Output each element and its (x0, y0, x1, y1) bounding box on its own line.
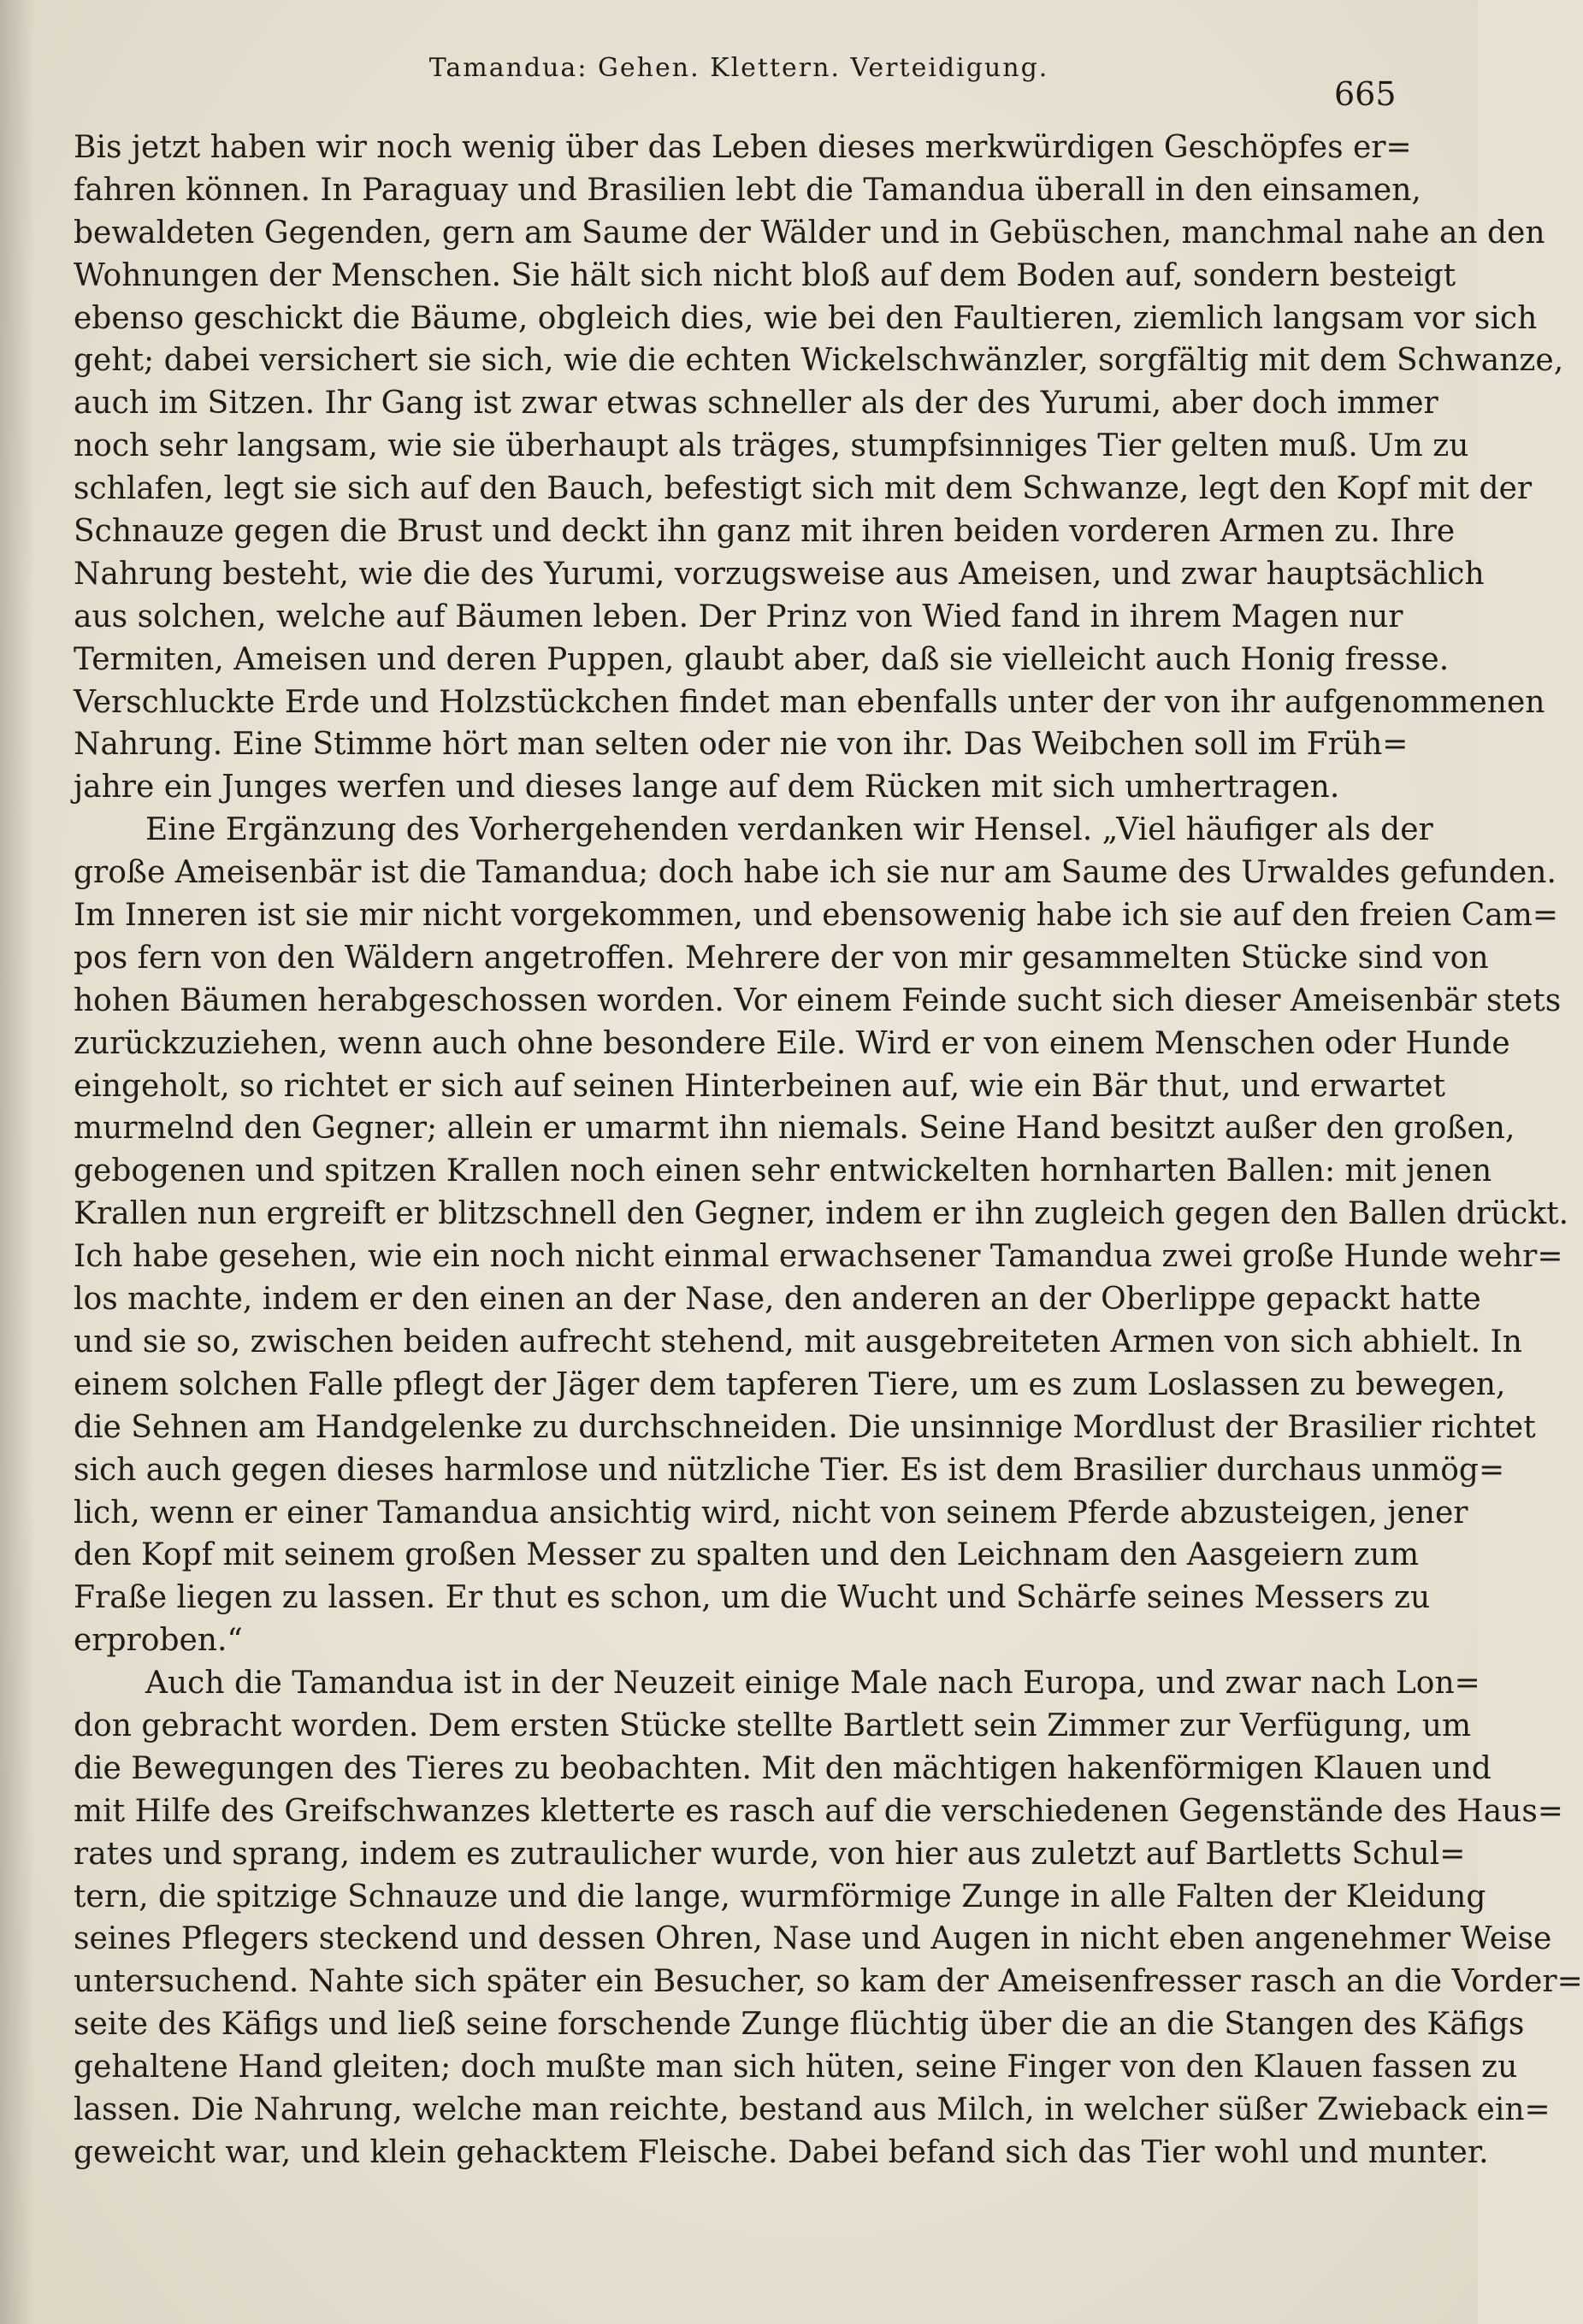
text-line: und sie so, zwischen beiden aufrecht stehend, mit ausgebreiteten Armen von sich abhielt. In (74, 1324, 1522, 1360)
text-line: los machte, indem er den einen an der Nase, den anderen an der Oberlippe gepackt hatte (74, 1282, 1481, 1318)
text-line: hohen Bäumen herabgeschossen worden. Vor einem Feinde sucht sich dieser Ameisenbär stets (74, 982, 1562, 1018)
text-line: gebogenen und spitzen Krallen noch einen sehr entwickelten hornharten Ballen: mit jenen (74, 1153, 1492, 1189)
text-line: murmelnd den Gegner; allein er umarmt ihn niemals. Seine Hand besitzt außer den großen, (74, 1111, 1515, 1147)
text-line: tern, die spitzige Schnauze und die lange, wurmförmige Zunge in alle Falten der Kleidung (74, 1879, 1486, 1914)
text-line: lassen. Die Nahrung, welche man reichte, bestand aus Milch, in welcher süßer Zwieback ein= (74, 2091, 1551, 2127)
text-line: Verschluckte Erde und Holzstückchen findet man ebenfalls unter der von ihr aufgenommenen (74, 684, 1545, 720)
text-line: die Bewegungen des Tieres zu beobachten. Mit den mächtigen hakenförmigen Klauen und (74, 1750, 1491, 1786)
text-line: Eine Ergänzung des Vorhergehenden verdanken wir Hensel. „Viel häufiger als der (145, 812, 1433, 848)
gutter-shadow (0, 0, 34, 2324)
text-line: fahren können. In Paraguay und Brasilien lebt die Tamandua überall in den einsamen, (74, 172, 1421, 208)
text-line: Im Inneren ist sie mir nicht vorgekommen, und ebensowenig habe ich sie auf den freien Cam= (74, 898, 1559, 934)
text-line: Nahrung. Eine Stimme hört man selten oder nie von ihr. Das Weibchen soll im Früh= (74, 727, 1409, 763)
text-line: pos fern von den Wäldern angetroffen. Mehrere der von mir gesammelten Stücke sind von (74, 940, 1489, 976)
text-line: seines Pflegers steckend und dessen Ohren, Nase und Augen in nicht eben angenehmer Weise (74, 1921, 1552, 1957)
text-line: den Kopf mit seinem großen Messer zu spalten und den Leichnam den Aasgeiern zum (74, 1537, 1420, 1573)
text-line: gehaltene Hand gleiten; doch mußte man sich hüten, seine Finger von den Klauen fassen zu (74, 2050, 1518, 2085)
text-line: Fraße liegen zu lassen. Er thut es schon, um die Wucht und Schärfe seines Messers zu (74, 1580, 1431, 1616)
text-line: geweicht war, und klein gehacktem Fleische. Dabei befand sich das Tier wohl und munter. (74, 2134, 1489, 2170)
text-line: noch sehr langsam, wie sie überhaupt als träges, stumpfsinniges Tier gelten muß. Um zu (74, 428, 1469, 464)
text-line: sich auch gegen dieses harmlose und nützliche Tier. Es ist dem Brasilier durchaus unmög= (74, 1452, 1505, 1488)
text-line: jahre ein Junges werfen und dieses lange auf dem Rücken mit sich umhertragen. (74, 770, 1340, 805)
text-line: erproben.“ (74, 1623, 243, 1659)
text-line: zurückzuziehen, wenn auch ohne besondere Eile. Wird er von einem Menschen oder Hunde (74, 1025, 1510, 1061)
text-line: lich, wenn er einer Tamandua ansichtig wird, nicht von seinem Pferde abzusteigen, jener (74, 1495, 1468, 1531)
text-line: rates und sprang, indem es zutraulicher wurde, von hier aus zuletzt auf Bartletts Schul= (74, 1836, 1466, 1872)
text-line: Schnauze gegen die Brust und deckt ihn ganz mit ihren beiden vorderen Armen zu. Ihre (74, 514, 1456, 550)
text-line: schlafen, legt sie sich auf den Bauch, befestigt sich mit dem Schwanze, legt den Kopf mit der (74, 471, 1533, 507)
text-line: die Sehnen am Handgelenke zu durchschneiden. Die unsinnige Mordlust der Brasilier richtet (74, 1409, 1536, 1445)
text-line: mit Hilfe des Greifschwanzes kletterte es rasch auf die verschiedenen Gegenstände des Haus= (74, 1793, 1563, 1829)
text-line: Bis jetzt haben wir noch wenig über das Leben dieses merkwürdigen Geschöpfes er= (74, 130, 1412, 165)
text-line: geht; dabei versichert sie sich, wie die echten Wickelschwänzler, sorgfältig mit dem Schwanze, (74, 343, 1564, 379)
text-line: Auch die Tamandua ist in der Neuzeit einige Male nach Europa, und zwar nach Lon= (145, 1666, 1480, 1702)
body-text (74, 127, 1583, 2174)
text-line: seite des Käfigs und ließ seine forschende Zunge flüchtig über die an die Stangen des Käfigs (74, 2007, 1525, 2043)
page-number: 665 (1334, 75, 1397, 113)
text-line: aus solchen, welche auf Bäumen leben. Der Prinz von Wied fand in ihrem Magen nur (74, 599, 1403, 634)
text-line: eingeholt, so richtet er sich auf seinen Hinterbeinen auf, wie ein Bär thut, und erwartet (74, 1068, 1446, 1104)
text-line: untersuchend. Nahte sich später ein Besucher, so kam der Ameisenfresser rasch an die Vorder= (74, 1964, 1583, 2000)
text-line: auch im Sitzen. Ihr Gang ist zwar etwas schneller als der des Yurumi, aber doch immer (74, 386, 1438, 422)
running-head: Tamandua: Gehen. Klettern. Verteidigung. (428, 53, 1049, 83)
text-line: ebenso geschickt die Bäume, obgleich dies, wie bei den Faultieren, ziemlich langsam vor sich (74, 300, 1538, 336)
text-line: bewaldeten Gegenden, gern am Saume der Wälder und in Gebüschen, manchmal nahe an den (74, 215, 1545, 251)
text-line: Termiten, Ameisen und deren Puppen, glaubt aber, daß sie vielleicht auch Honig fresse. (74, 641, 1450, 677)
text-line: große Ameisenbär ist die Tamandua; doch habe ich sie nur am Saume des Urwaldes gefunden. (74, 855, 1556, 891)
text-line: Ich habe gesehen, wie ein noch nicht einmal erwachsener Tamandua zwei große Hunde wehr= (74, 1239, 1563, 1275)
text-line: Krallen nun ergreift er blitzschnell den Gegner, indem er ihn zugleich gegen den Ballen drückt. (74, 1196, 1569, 1232)
text-line: Wohnungen der Menschen. Sie hält sich nicht bloß auf dem Boden auf, sondern besteigt (74, 257, 1456, 293)
text-line: Nahrung besteht, wie die des Yurumi, vorzugsweise aus Ameisen, und zwar hauptsächlich (74, 556, 1485, 592)
text-line: einem solchen Falle pflegt der Jäger dem tapferen Tiere, um es zum Loslassen zu bewegen, (74, 1366, 1506, 1402)
text-line: don gebracht worden. Dem ersten Stücke stellte Bartlett sein Zimmer zur Verfügung, um (74, 1708, 1472, 1743)
